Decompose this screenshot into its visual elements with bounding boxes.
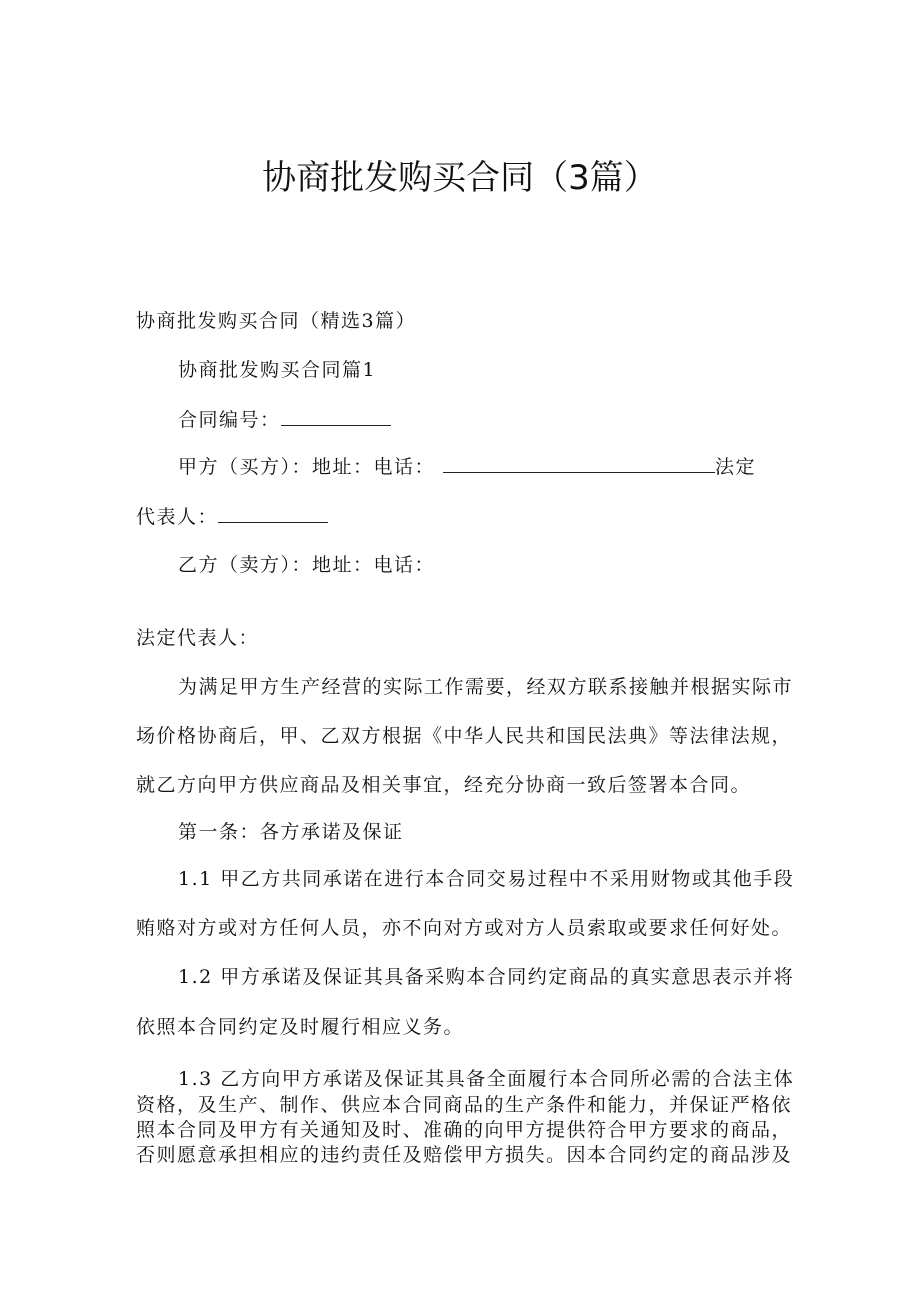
party-a-row	[178, 452, 756, 479]
contract-number-label: 合同编号：	[178, 409, 281, 431]
clause-1-1-line-2: 贿赂对方或对方任何人员，亦不向对方或对方人员索取或要求任何好处。	[136, 917, 793, 939]
article-1-heading: 第一条：各方承诺及保证	[178, 821, 404, 843]
intro-line-3: 就乙方向甲方供应商品及相关事宜，经充分协商一致后签署本合同。	[136, 774, 752, 796]
legal-rep-row: 法定代表人：	[136, 627, 260, 649]
document-title: 协商批发购买合同（3篇）	[262, 158, 658, 198]
party-a-rep-blank	[218, 504, 328, 523]
clause-1-2-line-2: 依照本合同约定及时履行相应义务。	[136, 1016, 465, 1038]
intro-line-2: 场价格协商后，甲、乙双方根据《中华人民共和国民法典》等法律法规，	[136, 725, 793, 747]
party-a-label: 甲方（买方）：地址：电话：	[178, 456, 436, 478]
party-b-row: 乙方（卖方）：地址：电话：	[178, 554, 436, 576]
clause-1-3-line-2: 资格，及生产、制作、供应本合同商品的生产条件和能力，并保证严格依	[136, 1094, 793, 1116]
clause-1-3-line-4: 否则愿意承担相应的违约责任及赔偿甲方损失。因本合同约定的商品涉及	[136, 1144, 793, 1166]
party-a-legal-tail: 法定	[715, 456, 757, 478]
clause-1-3-line-3: 照本合同及甲方有关通知及时、准确的向甲方提供符合甲方要求的商品，	[136, 1119, 793, 1141]
party-a-rep-row	[136, 502, 328, 529]
clause-1-3-line-1: 1.3 乙方向甲方承诺及保证其具备全面履行本合同所必需的合法主体	[178, 1068, 795, 1090]
contract-number-blank	[281, 407, 391, 426]
intro-line-1: 为满足甲方生产经营的实际工作需要，经双方联系接触并根据实际市	[178, 676, 794, 698]
document-subtitle: 协商批发购买合同（精选3篇）	[136, 310, 417, 332]
clause-1-1-line-1: 1.1 甲乙方共同承诺在进行本合同交易过程中不采用财物或其他手段	[178, 868, 795, 890]
contract-number-row	[178, 405, 391, 432]
part-heading: 协商批发购买合同篇1	[178, 359, 377, 381]
clause-1-2-line-1: 1.2 甲方承诺及保证其具备采购本合同约定商品的真实意思表示并将	[178, 966, 795, 988]
party-a-phone-blank	[443, 454, 715, 473]
party-a-rep-label: 代表人：	[136, 506, 219, 528]
